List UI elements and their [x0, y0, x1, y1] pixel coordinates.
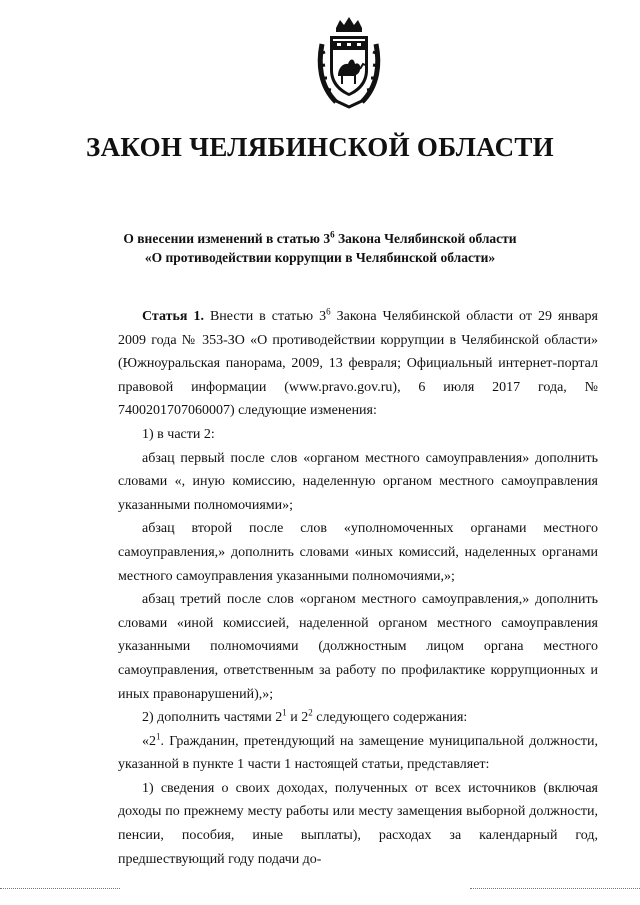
footer-divider [470, 888, 640, 890]
footer-divider [0, 888, 120, 890]
paragraph-third-amendment: абзац третий после слов «органом местного самоуправления,» дополнить словами «иной комиссией, наделенной органом местного самоуправления указанными полномочиями (должностным лицом органа местного самоуправления, ответственным за работу по профилактике коррупционных и иных правонарушений),»; [118, 592, 598, 702]
article-1-paragraph: Статья 1. Внести в статью $3^6$ Закона Челябинской области от 29 января 2009 года № 353-ЗО «О противодействии коррупции в Челябинской области» (Южноуральская панорама, 2009, 13 февраля; Официальный интернет-портал правовой информации (www.pravo.gov.ru), 6 июля 2017 года, № 7400201707060007) следующие изменения: [118, 306, 598, 419]
subitem-1-paragraph: 1) сведения о своих доходах, полученных от всех источников (включая доходы по прежнему месту работы или месту замещения выборной должности, пенсии, пособия, иные выплаты), расходах за календарный год, предшествующий году подачи до- [118, 780, 598, 867]
coat-of-arms-icon [316, 14, 382, 110]
law-title: ЗАКОН ЧЕЛЯБИНСКОЙ ОБЛАСТИ [86, 132, 554, 162]
law-subtitle [60, 229, 580, 267]
paragraph-second-amendment: абзац второй после слов «уполномоченных органами местного самоуправления,» дополнить словами «иных комиссий, наделенных органами местного самоуправления указанными полномочиями,»; [118, 521, 598, 584]
subtitle-line-2: «О противодействии коррупции в Челябинской области» [144, 250, 496, 265]
item-2-paragraph: 2) дополнить частями $2^1$ и $2^2$ следующего содержания: [142, 707, 468, 726]
subtitle-line-1: О внесении изменений в статью $3^6$ Закона Челябинской области [123, 229, 517, 246]
law-body [118, 305, 598, 871]
part-2-1-paragraph: «$2^1$. Гражданин, претендующий на замещение муниципальной должности, указанной в пункте 1 части 1 настоящей статьи, представляет: [118, 731, 598, 773]
paragraph-first-amendment: абзац первый после слов «органом местного самоуправления» дополнить словами «, иную комиссию, наделенную органом местного самоуправления указанными полномочиями»; [118, 450, 598, 513]
article-label: Статья 1. [142, 309, 204, 324]
item-1-paragraph: 1) в части 2: [142, 426, 215, 442]
